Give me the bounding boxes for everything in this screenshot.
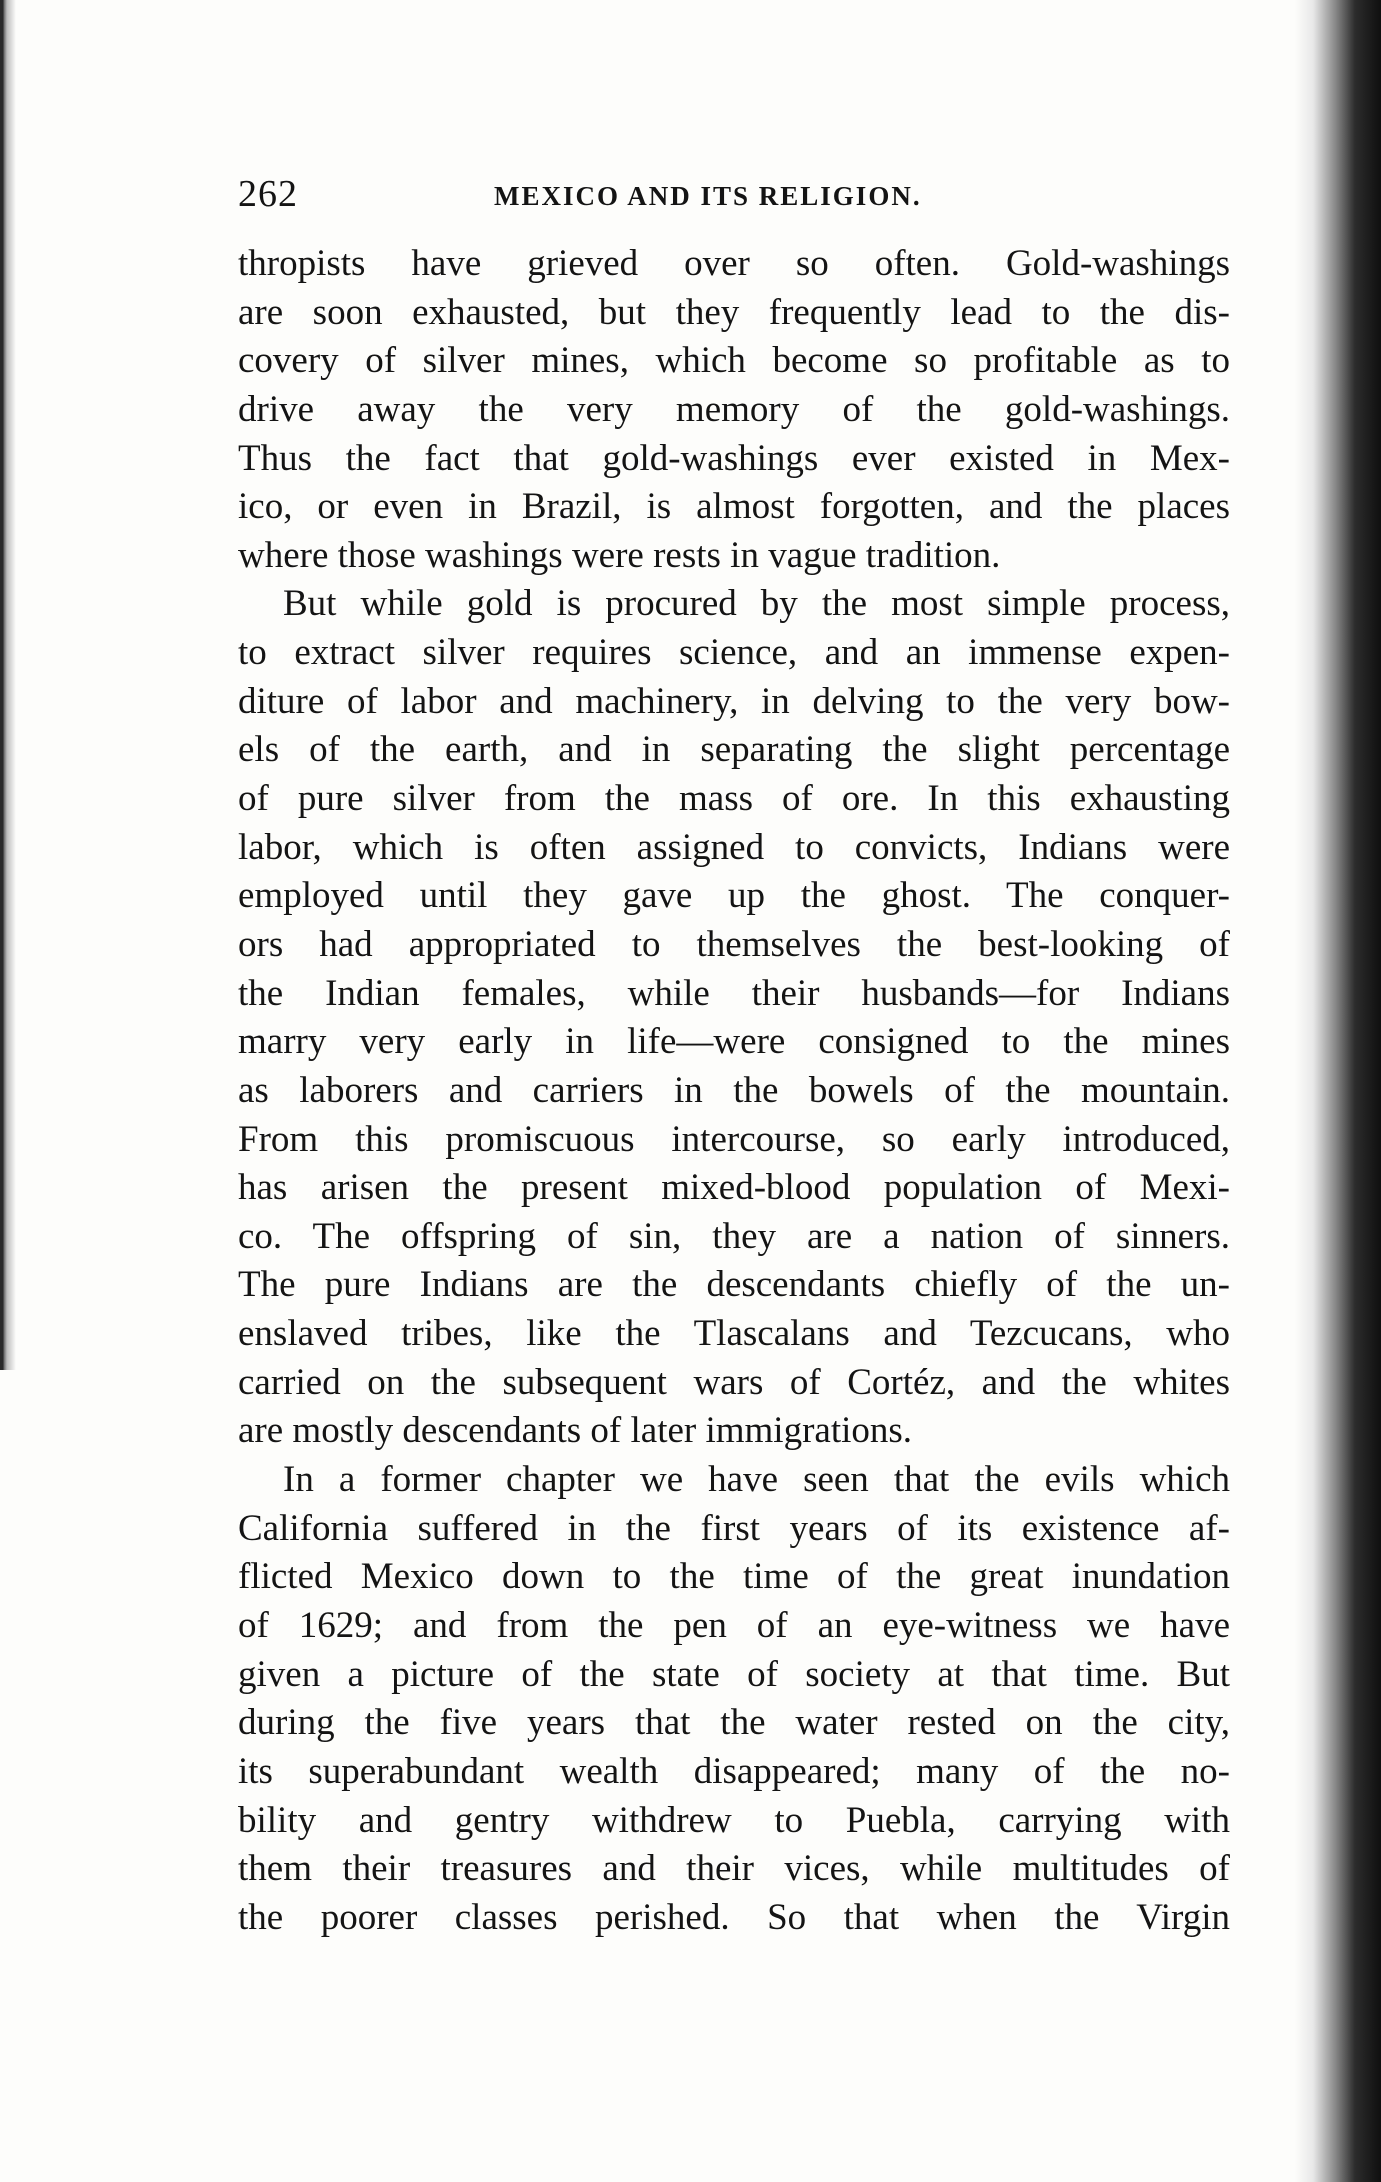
running-head [238,168,1138,220]
text-line: The pure Indians are the descendants chiefly of the un- [238,1264,1230,1306]
text-line: its superabundant wealth disappeared; many of the no- [238,1750,1230,1792]
text-line: has arisen the present mixed-blood population of Mexi- [238,1167,1230,1209]
paragraph [238,240,1230,580]
text-line: given a picture of the state of society at that time. But [238,1653,1230,1695]
text-line: enslaved tribes, like the Tlascalans and Tezcucans, who [238,1313,1230,1355]
text-line: bility and gentry withdrew to Puebla, carrying with [238,1799,1230,1841]
text-line: carried on the subsequent wars of Cortéz, and the whites [238,1361,1230,1403]
text-line: of 1629; and from the pen of an eye-witness we have [238,1604,1230,1646]
page-number: 262 [238,173,298,215]
text-line: the Indian females, while their husbands—for Indians [238,972,1230,1014]
text-line: thropists have grieved over so often. Gold-washings [238,243,1230,284]
paragraph [238,580,1230,1456]
text-line: as laborers and carriers in the bowels of the mountain. [238,1069,1230,1111]
text-line: flicted Mexico down to the time of the great inundation [238,1556,1230,1598]
text-line: to extract silver requires science, and an immense expen- [238,632,1230,674]
text-line: of pure silver from the mass of ore. In this exhausting [238,778,1230,820]
text-line: where those washings were rests in vague tradition. [238,534,1001,576]
text-line: ors had appropriated to themselves the best-looking of [238,923,1230,965]
page-edge-shadow [1295,0,1381,2182]
text-line: labor, which is often assigned to convicts, Indians were [238,826,1230,868]
text-line: are soon exhausted, but they frequently lead to the dis- [238,291,1230,333]
running-head-title: MEXICO AND ITS RELIGION. [494,181,922,211]
text-line: drive away the very memory of the gold-washings. [238,388,1230,430]
binding-gutter [0,0,16,1370]
text-line: els of the earth, and in separating the slight percentage [238,729,1230,771]
text-line: From this promiscuous intercourse, so early introduced, [238,1118,1230,1160]
text-line: ico, or even in Brazil, is almost forgotten, and the places [238,486,1230,528]
text-line: marry very early in life—were consigned to the mines [238,1021,1230,1063]
paragraph [238,1456,1230,1942]
text-line: them their treasures and their vices, while multitudes of [238,1848,1230,1890]
text-line: during the five years that the water rested on the city, [238,1702,1230,1744]
text-line: covery of silver mines, which become so profitable as to [238,340,1230,382]
body-text [238,240,1230,1942]
text-line: California suffered in the first years of its existence af- [238,1507,1230,1549]
text-line: the poorer classes perished. So that when the Virgin [238,1896,1230,1938]
text-line: In a former chapter we have seen that the evils which [283,1459,1230,1501]
text-line: employed until they gave up the ghost. The conquer- [238,875,1230,917]
text-line: co. The offspring of sin, they are a nation of sinners. [238,1215,1230,1257]
text-line: are mostly descendants of later immigrations. [238,1410,913,1452]
text-line: Thus the fact that gold-washings ever existed in Mex- [238,437,1230,479]
text-line: diture of labor and machinery, in delving to the very bow- [238,680,1230,722]
text-line: But while gold is procured by the most simple process, [283,583,1230,625]
